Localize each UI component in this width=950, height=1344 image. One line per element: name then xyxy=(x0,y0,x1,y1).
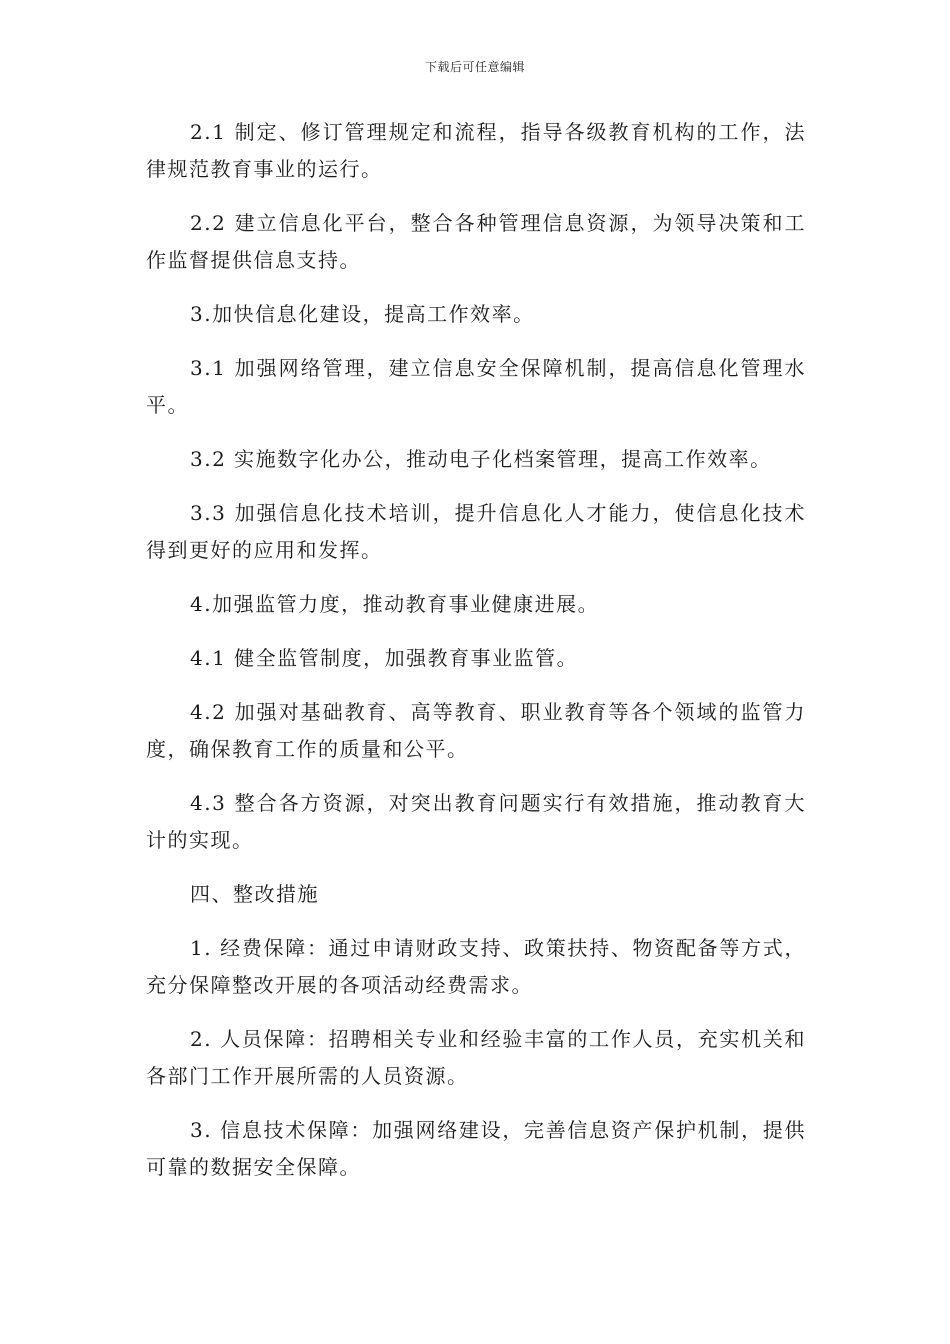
paragraph-4-2: 4.2 加强对基础教育、高等教育、职业教育等各个领域的监管力度，确保教育工作的质量和公平。 xyxy=(146,700,806,761)
measure-personnel: 2. 人员保障：招聘相关专业和经验丰富的工作人员，充实机关和各部门工作开展所需的人员资源。 xyxy=(146,1027,806,1088)
paragraph-3-2: 3.2 实施数字化办公，推动电子化档案管理，提高工作效率。 xyxy=(190,447,772,471)
paragraph-2-2: 2.2 建立信息化平台，整合各种管理信息资源，为领导决策和工作监督提供信息支持。 xyxy=(146,211,806,272)
paragraph-4: 4.加强监管力度，推动教育事业健康进展。 xyxy=(190,592,600,616)
measure-it: 3. 信息技术保障：加强网络建设，完善信息资产保护机制，提供可靠的数据安全保障。 xyxy=(146,1118,806,1179)
paragraph-3: 3.加快信息化建设，提高工作效率。 xyxy=(190,302,535,326)
section-heading-rectification: 四、整改措施 xyxy=(190,882,319,906)
paragraph-3-3: 3.3 加强信息化技术培训，提升信息化人才能力，使信息化技术得到更好的应用和发挥。 xyxy=(146,501,806,562)
paragraph-2-1: 2.1 制定、修订管理规定和流程，指导各级教育机构的工作，法律规范教育事业的运行。 xyxy=(146,120,806,181)
paragraph-4-1: 4.1 健全监管制度，加强教育事业监管。 xyxy=(190,646,579,670)
paragraph-4-3: 4.3 整合各方资源，对突出教育问题实行有效措施，推动教育大计的实现。 xyxy=(146,791,806,852)
header-note: 下载后可任意编辑 xyxy=(424,60,525,74)
document-body xyxy=(146,114,806,1203)
measure-funding: 1. 经费保障：通过申请财政支持、政策扶持、物资配备等方式，充分保障整改开展的各项活动经费需求。 xyxy=(146,936,806,997)
paragraph-3-1: 3.1 加强网络管理，建立信息安全保障机制，提高信息化管理水平。 xyxy=(146,356,806,417)
